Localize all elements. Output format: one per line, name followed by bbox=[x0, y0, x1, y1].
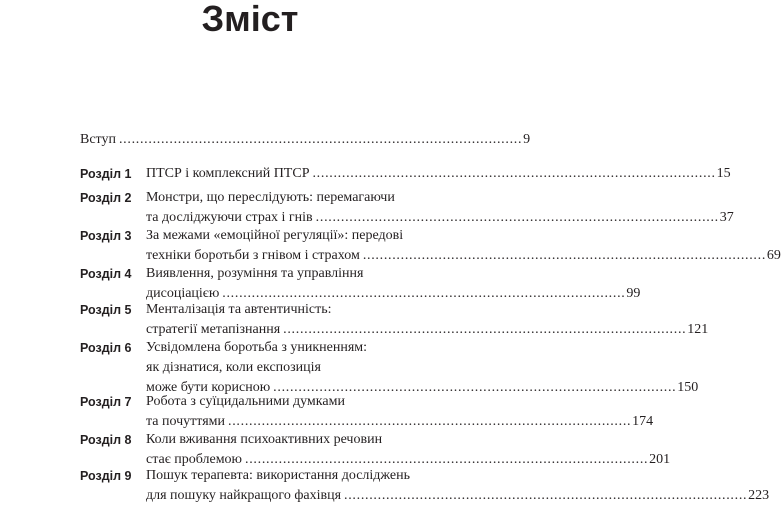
chapter-title-text: для пошуку найкращого фахівця bbox=[146, 488, 342, 503]
page-number: 69 bbox=[766, 248, 781, 263]
chapter-title-text: Усвідомлена боротьба з уникненням: bbox=[146, 340, 368, 355]
chapter-title-text: За межами «емоційної регуляції»: передові bbox=[146, 228, 404, 243]
toc-entry[interactable] bbox=[80, 264, 641, 304]
chapter-label: Розділ 7 bbox=[80, 395, 132, 409]
page-number: 201 bbox=[649, 452, 671, 467]
chapter-title-line bbox=[146, 208, 734, 228]
chapter-title-text: Коли вживання психоактивних речовин bbox=[146, 432, 383, 447]
chapter-title-line bbox=[146, 358, 698, 378]
chapter-label: Розділ 1 bbox=[80, 167, 132, 181]
toc-entry[interactable] bbox=[80, 392, 654, 432]
chapter-title-text: може бути корисною bbox=[146, 380, 271, 395]
toc-entry[interactable] bbox=[80, 130, 531, 150]
dot-leader bbox=[313, 208, 720, 228]
toc-entry[interactable] bbox=[80, 164, 731, 184]
chapter-title-line bbox=[146, 412, 653, 432]
page-number: 121 bbox=[687, 322, 709, 337]
chapter-title-line bbox=[146, 338, 698, 358]
chapter-title-text: дисоціацією bbox=[146, 286, 220, 301]
chapter-title bbox=[146, 430, 670, 470]
toc-entry[interactable] bbox=[80, 466, 770, 506]
chapter-label: Розділ 8 bbox=[80, 433, 132, 447]
chapter-title-text: Вступ bbox=[80, 132, 116, 147]
page-number: 223 bbox=[748, 488, 770, 503]
page-title: Зміст bbox=[201, 0, 299, 39]
chapter-label: Розділ 4 bbox=[80, 267, 132, 281]
chapter-title-text: та досліджуючи страх і гнів bbox=[146, 210, 313, 225]
chapter-title bbox=[146, 226, 781, 266]
toc-entry[interactable] bbox=[80, 300, 709, 340]
chapter-label: Розділ 6 bbox=[80, 341, 132, 355]
chapter-title-line bbox=[146, 264, 640, 284]
chapter-title-text: Менталізація та автентичність: bbox=[146, 302, 332, 317]
toc-entry[interactable] bbox=[80, 338, 699, 398]
chapter-title-line bbox=[146, 164, 731, 184]
chapter-title-line bbox=[146, 226, 781, 246]
chapter-title-line bbox=[146, 246, 781, 266]
chapter-title-line bbox=[146, 430, 670, 450]
chapter-title-line bbox=[80, 130, 530, 150]
page-number: 9 bbox=[523, 132, 531, 147]
chapter-title-text: Робота з суїцидальними думками bbox=[146, 394, 345, 409]
dot-leader bbox=[360, 246, 767, 266]
page-number: 99 bbox=[626, 286, 641, 301]
chapter-title bbox=[146, 392, 653, 432]
page-number: 37 bbox=[719, 210, 734, 225]
chapter-title-text: техніки боротьби з гнівом і страхом bbox=[146, 248, 360, 263]
chapter-title-text: як дізнатися, коли експозиція bbox=[146, 360, 321, 375]
dot-leader bbox=[280, 320, 687, 340]
dot-leader bbox=[341, 486, 748, 506]
chapter-label: Розділ 3 bbox=[80, 229, 132, 243]
chapter-title-line bbox=[146, 392, 653, 412]
toc-entry[interactable] bbox=[80, 188, 734, 228]
chapter-title bbox=[146, 466, 769, 506]
chapter-title bbox=[146, 338, 698, 398]
toc-entry[interactable] bbox=[80, 430, 671, 470]
dot-leader bbox=[309, 164, 716, 184]
page-number: 150 bbox=[677, 380, 699, 395]
chapter-title bbox=[146, 300, 708, 340]
chapter-title-line bbox=[146, 320, 708, 340]
chapter-title-text: стратегії метапізнання bbox=[146, 322, 281, 337]
page-number: 174 bbox=[632, 414, 654, 429]
chapter-title-text: ПТСР і комплексний ПТСР bbox=[146, 166, 310, 181]
dot-leader bbox=[225, 412, 632, 432]
chapter-label: Розділ 2 bbox=[80, 191, 132, 205]
chapter-title-text: стає проблемою bbox=[146, 452, 243, 467]
chapter-label: Розділ 5 bbox=[80, 303, 132, 317]
chapter-title-text: Виявлення, розуміння та управління bbox=[146, 266, 364, 281]
toc-entry[interactable] bbox=[80, 226, 781, 266]
chapter-title bbox=[80, 130, 530, 150]
chapter-title-line bbox=[146, 188, 734, 208]
dot-leader bbox=[116, 130, 523, 150]
chapter-title-line bbox=[146, 300, 708, 320]
chapter-title bbox=[146, 188, 734, 228]
chapter-title-text: Монстри, що переслідують: перемагаючи bbox=[146, 190, 395, 205]
chapter-title bbox=[146, 264, 640, 304]
chapter-title-line bbox=[146, 466, 769, 486]
chapter-title-text: та почуттями bbox=[146, 414, 226, 429]
chapter-title bbox=[146, 164, 731, 184]
chapter-label: Розділ 9 bbox=[80, 469, 132, 483]
chapter-title-line bbox=[146, 486, 769, 506]
chapter-title-text: Пошук терапевта: використання досліджень bbox=[146, 468, 411, 483]
page-number: 15 bbox=[716, 166, 731, 181]
